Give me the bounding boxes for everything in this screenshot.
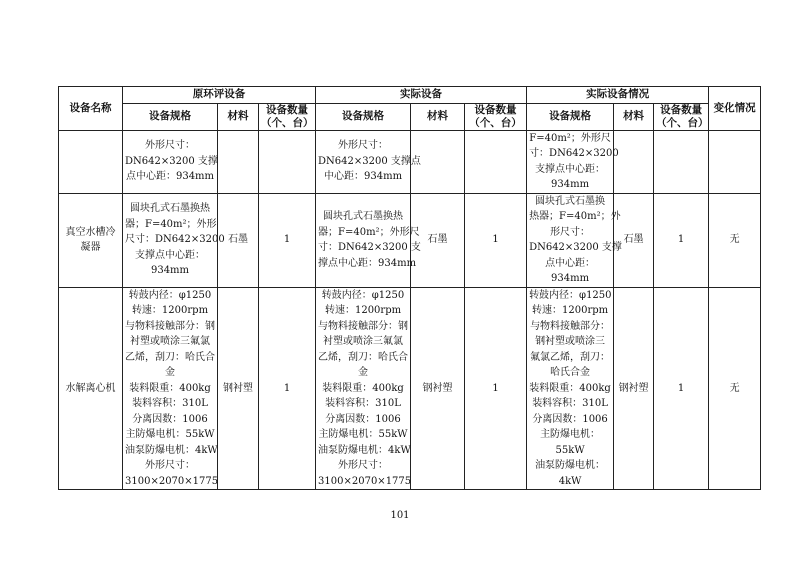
- spec-line: 圆块孔式石墨换: [535, 195, 606, 207]
- spec-line: 转鼓内径：φ1250: [321, 289, 405, 301]
- spec-line: 衬塑或喷涂三氟氯: [130, 336, 210, 347]
- spec-line: 分离因数：1006: [325, 413, 401, 425]
- spec-line: 外形尺寸：: [145, 140, 195, 152]
- spec-line: 主防爆电机：55kW: [318, 429, 408, 440]
- original-material-cell: 石墨: [218, 193, 259, 287]
- actual-quantity-cell: 1: [465, 193, 527, 287]
- spec-line: DN642×3200 支撑: [529, 242, 622, 253]
- status-spec-cell: [527, 287, 614, 490]
- equipment-name-cell: 真空水槽冷凝器: [59, 193, 123, 287]
- spec-line: 934mm: [551, 273, 590, 284]
- spec-line: 点中心距：934mm: [125, 171, 215, 183]
- change-cell: 无: [709, 193, 761, 287]
- page-number: 101: [390, 510, 410, 521]
- status-spec-cell: [527, 130, 619, 193]
- spec-line: DN642×3200 支撑: [125, 155, 218, 167]
- spec-line: 乙烯，刮刀：哈氏合: [318, 351, 409, 363]
- header-material: 材料: [218, 103, 259, 130]
- spec-line: F=40m²；外形尺: [529, 132, 611, 144]
- spec-line: 装料容积：310L: [132, 398, 208, 409]
- spec-line: 934mm: [150, 265, 190, 277]
- change-cell: 无: [709, 287, 761, 490]
- spec-line: 形尺寸：: [550, 226, 591, 238]
- spec-line: 油泵防爆电机：: [535, 460, 606, 471]
- header-material: 材料: [411, 103, 465, 130]
- spec-line: 外形尺寸：: [145, 460, 195, 471]
- spec-line: 尺寸：DN642×3200: [125, 234, 225, 246]
- status-material-cell: 钢衬塑: [614, 287, 654, 490]
- header-material: 材料: [614, 103, 654, 130]
- status-quantity-cell: 1: [654, 193, 709, 287]
- spec-line: 热器；F=40m²；外: [529, 211, 621, 222]
- spec-line: 转鼓内径：φ1250: [128, 289, 212, 301]
- header-actual-equipment-status: 实际设备情况: [527, 87, 709, 104]
- equipment-table: [58, 86, 761, 490]
- spec-line: 与物料接触部分：: [530, 320, 611, 332]
- actual-material-cell: 石墨: [411, 193, 465, 287]
- spec-line: 乙烯，刮刀：哈氏合: [125, 351, 215, 363]
- original-material-cell: 钢衬塑: [218, 287, 259, 490]
- spec-line: 支撑点中心距：: [535, 163, 606, 175]
- spec-line: 装料容积：310L: [532, 398, 608, 409]
- spec-line: 3100×2070×1775: [318, 475, 412, 487]
- original-spec-cell: [123, 287, 218, 490]
- spec-line: 点中心距：: [545, 257, 596, 269]
- equipment-name-cell: [59, 130, 123, 193]
- original-spec-cell: [123, 130, 218, 193]
- actual-spec-cell: [316, 193, 421, 287]
- spec-line: 衬塑或喷涂三氟氯: [323, 336, 404, 347]
- spec-line: 金: [165, 367, 175, 378]
- spec-line: 4kW: [558, 475, 582, 487]
- spec-line: 撑点中心距：934mm: [318, 257, 417, 269]
- spec-line: 934mm: [551, 179, 590, 190]
- spec-line: 支撑点中心距：: [135, 249, 205, 261]
- header-equipment-name: 设备名称: [59, 87, 123, 131]
- original-quantity-cell: 1: [259, 287, 316, 490]
- header-quantity: 设备数量 （个、台）: [259, 103, 316, 130]
- spec-line: 钢衬塑或喷涂三: [535, 336, 606, 347]
- actual-quantity-cell: [465, 130, 527, 193]
- table-row: [59, 130, 761, 193]
- spec-line: DN642×3200 支撑点: [318, 155, 421, 167]
- spec-line: 装料限重：400kg: [529, 382, 611, 394]
- status-material-cell: [614, 130, 654, 193]
- spec-line: 分离因数：1006: [132, 413, 208, 425]
- table-row: [59, 287, 761, 490]
- actual-material-cell: 钢衬塑: [411, 287, 465, 490]
- spec-line: 分离因数：1006: [532, 413, 608, 425]
- spec-line: 转鼓内径：φ1250: [529, 289, 612, 301]
- status-quantity-cell: 1: [654, 287, 709, 490]
- spec-line: 与物料接触部分：钢: [125, 320, 215, 332]
- original-quantity-cell: 1: [259, 193, 316, 287]
- spec-line: 55kW: [555, 444, 585, 456]
- spec-line: 主防爆电机：: [540, 429, 601, 440]
- spec-line: 器；F=40m²；外形: [125, 218, 217, 230]
- header-spec: 设备规格: [123, 103, 218, 130]
- spec-line: 装料限重：400kg: [322, 382, 404, 394]
- spec-line: 油泵防爆电机：4kW: [318, 444, 411, 456]
- spec-line: 金: [358, 367, 369, 378]
- spec-line: 外形尺寸：: [338, 140, 389, 152]
- spec-line: 器；F=40m²；外形尺: [318, 226, 420, 238]
- header-actual-equipment: 实际设备: [316, 87, 527, 104]
- spec-line: 3100×2070×1775: [125, 475, 219, 487]
- equipment-name-cell: 水解离心机: [59, 287, 123, 490]
- spec-line: 转速：1200rpm: [324, 305, 402, 316]
- spec-line: 装料限重：400kg: [129, 382, 211, 394]
- header-quantity: 设备数量 （个、台）: [654, 103, 709, 130]
- spec-line: 氟氯乙烯，刮刀：: [530, 351, 611, 363]
- header-spec: 设备规格: [527, 103, 614, 130]
- status-material-cell: 石墨: [614, 193, 654, 287]
- spec-line: 中心距：934mm: [324, 171, 403, 183]
- actual-spec-cell: [316, 287, 411, 490]
- spec-line: 装料容积：310L: [325, 398, 401, 409]
- spec-line: 主防爆电机：55kW: [125, 429, 215, 440]
- original-quantity-cell: [259, 130, 316, 193]
- spec-line: 油泵防爆电机：4kW: [125, 444, 218, 456]
- header-original-eia-equipment: 原环评设备: [123, 87, 316, 104]
- spec-line: 转速：1200rpm: [532, 305, 609, 316]
- status-quantity-cell: [654, 130, 709, 193]
- spec-line: 转速：1200rpm: [131, 305, 209, 316]
- spec-line: 外形尺寸：: [338, 460, 389, 471]
- change-cell: [709, 130, 761, 193]
- header-change-status: 变化情况: [709, 87, 761, 131]
- actual-spec-cell: [316, 130, 421, 193]
- original-spec-cell: [123, 193, 225, 287]
- spec-line: 圆块孔式石墨换热: [130, 203, 210, 215]
- header-spec: 设备规格: [316, 103, 411, 130]
- spec-line: 寸：DN642×3200: [529, 148, 619, 159]
- header-quantity: 设备数量 （个、台）: [465, 103, 527, 130]
- spec-line: 与物料接触部分：钢: [318, 320, 409, 332]
- original-material-cell: [218, 130, 259, 193]
- spec-line: 哈氏合金: [550, 367, 591, 378]
- actual-quantity-cell: 1: [465, 287, 527, 490]
- table-row: [59, 193, 761, 287]
- spec-line: 圆块孔式石墨换热: [323, 211, 404, 222]
- spec-line: 寸：DN642×3200 支: [318, 242, 421, 253]
- status-spec-cell: [527, 193, 622, 287]
